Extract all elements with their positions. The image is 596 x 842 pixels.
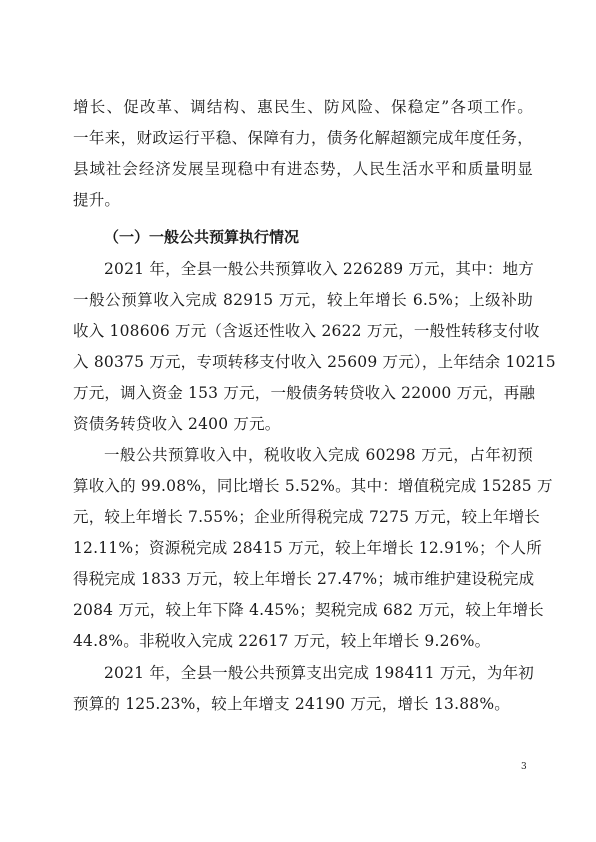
section-heading: （一）一般公共预算执行情况 xyxy=(104,228,300,246)
text-line: 县域社会经济发展呈现稳中有进态势，人民生活水平和质量明显 xyxy=(73,160,533,178)
text-line: 一般公预算收入完成 82915 万元，较上年增长 6.5%；上级补助 xyxy=(73,291,533,309)
text-line: 预算的 125.23%，较上年增支 24190 万元，增长 13.88%。 xyxy=(73,695,510,713)
text-line: 万元，调入资金 153 万元，一般债务转贷收入 22000 万元，再融 xyxy=(73,384,536,402)
text-line: 得税完成 1833 万元，较上年增长 27.47%；城市维护建设税完成 xyxy=(73,570,535,588)
text-line: 一般公共预算收入中，税收收入完成 60298 万元，占年初预 xyxy=(104,446,533,464)
text-line: 资债务转贷收入 2400 万元。 xyxy=(73,415,281,433)
text-line: 12.11%；资源税完成 28415 万元，较上年增长 12.91%；个人所 xyxy=(73,539,542,557)
page-number: 3 xyxy=(521,762,527,772)
text-line: 入 80375 万元，专项转移支付收入 25609 万元），上年结余 10215 xyxy=(73,353,556,371)
text-line: 元，较上年增长 7.55%；企业所得税完成 7275 万元，较上年增长 xyxy=(73,508,540,526)
text-line: 增长、促改革、调结构、惠民生、防风险、保稳定”各项工作。 xyxy=(73,98,533,116)
text-line: 提升。 xyxy=(73,191,121,209)
text-line: 一年来，财政运行平稳、保障有力，债务化解超额完成年度任务， xyxy=(73,129,533,147)
text-line: 2021 年，全县一般公共预算收入 226289 万元，其中：地方 xyxy=(104,260,534,278)
text-line: 算收入的 99.08%，同比增长 5.52%。其中：增值税完成 15285 万 xyxy=(73,477,553,495)
text-line: 2021 年，全县一般公共预算支出完成 198411 万元，为年初 xyxy=(104,664,534,682)
text-line: 2084 万元，较上年下降 4.45%；契税完成 682 万元，较上年增长 xyxy=(73,601,544,619)
text-line: 44.8%。非税收入完成 22617 万元，较上年增长 9.26%。 xyxy=(73,632,491,650)
text-line: 收入 108606 万元（含返还性收入 2622 万元，一般性转移支付收 xyxy=(73,322,540,340)
